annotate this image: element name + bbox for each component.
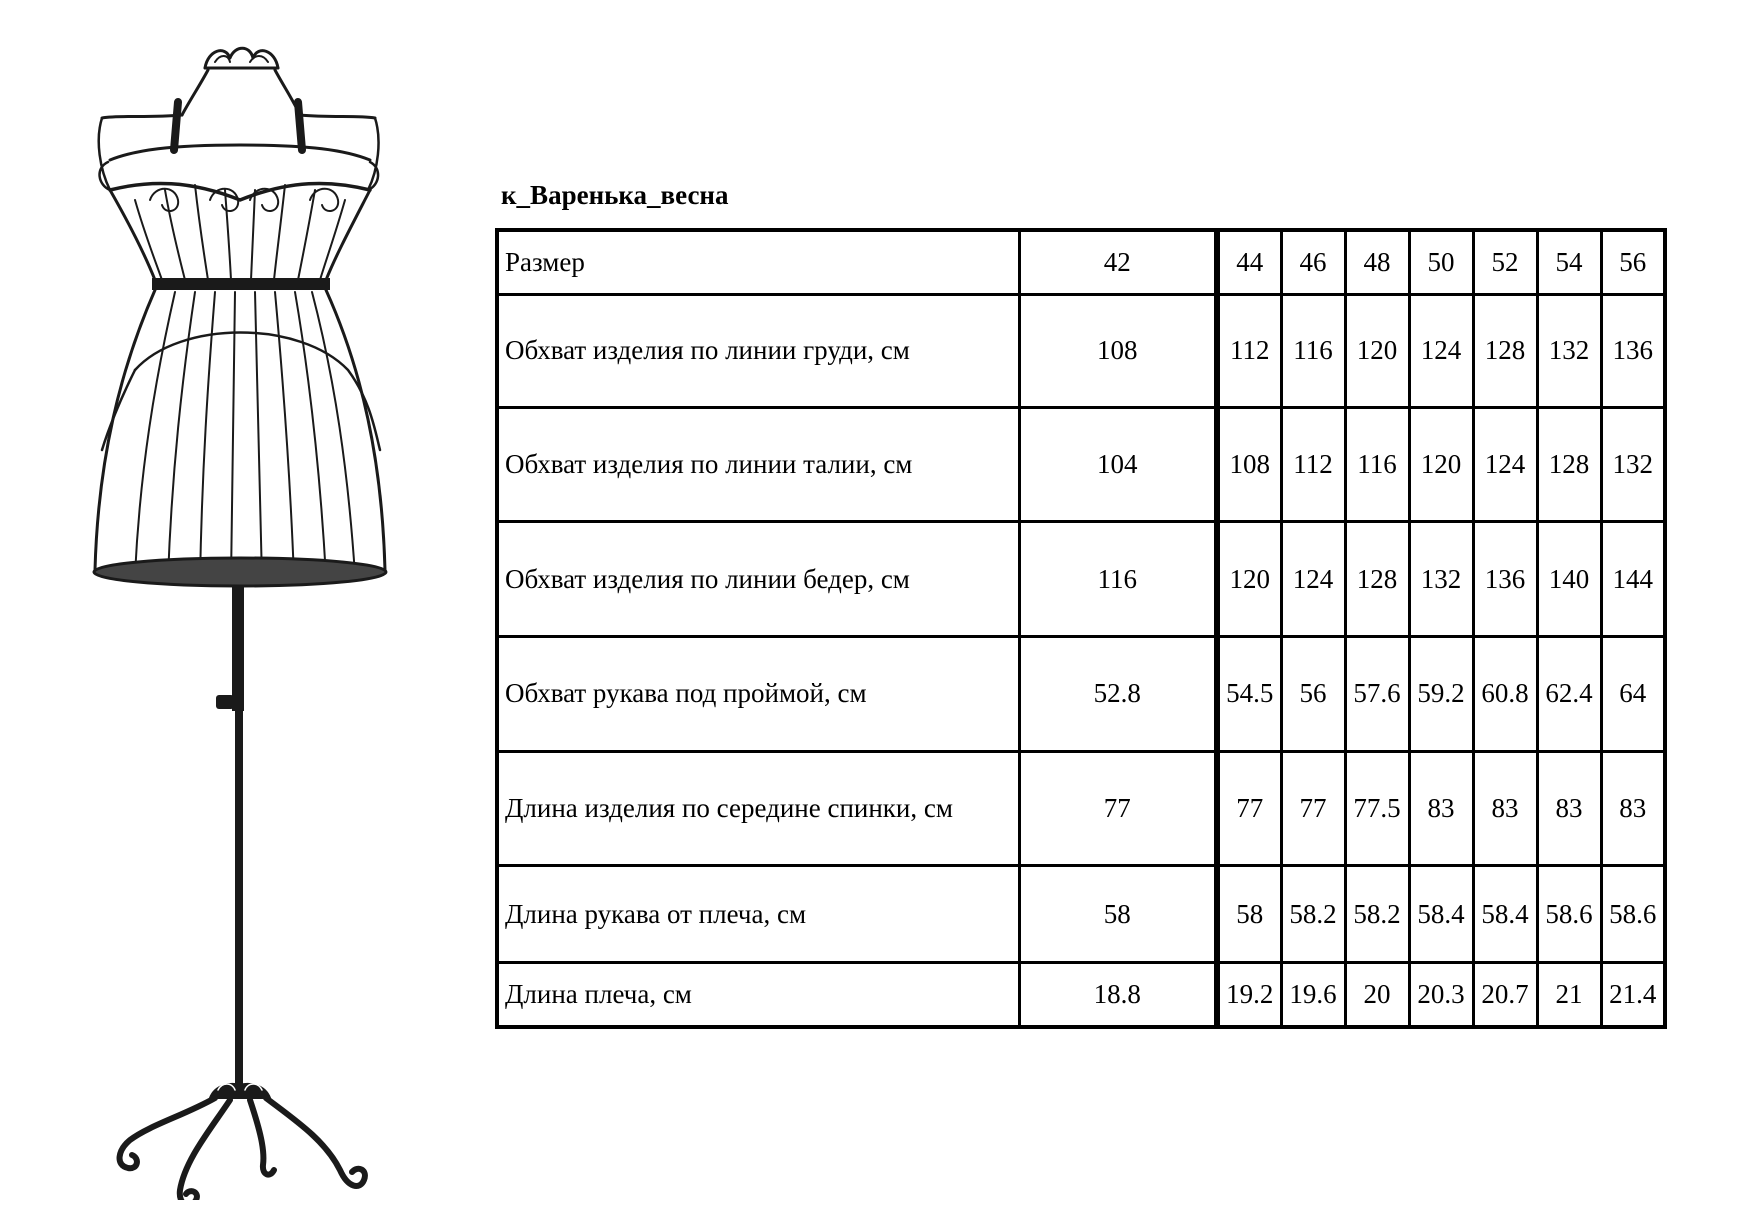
document-title: к_Варенька_весна bbox=[501, 180, 729, 210]
table-row bbox=[497, 407, 1665, 522]
measurement-cell: 21 bbox=[1537, 963, 1601, 1027]
size-header-cell: 42 bbox=[1019, 230, 1217, 294]
row-label: Длина изделия по середине спинки, см bbox=[497, 751, 1019, 866]
measurement-cell: 62.4 bbox=[1537, 637, 1601, 752]
measurement-cell: 120 bbox=[1345, 294, 1409, 407]
measurement-cell: 58.6 bbox=[1537, 866, 1601, 963]
measurement-cell: 108 bbox=[1019, 294, 1217, 407]
row-label: Длина рукава от плеча, см bbox=[497, 866, 1019, 963]
row-label: Обхват изделия по линии бедер, см bbox=[497, 522, 1019, 637]
table-header-row bbox=[497, 230, 1665, 294]
measurement-cell: 20.3 bbox=[1409, 963, 1473, 1027]
measurement-cell: 136 bbox=[1473, 522, 1537, 637]
measurement-cell: 58.4 bbox=[1409, 866, 1473, 963]
measurement-cell: 52.8 bbox=[1019, 637, 1217, 752]
measurement-cell: 128 bbox=[1537, 407, 1601, 522]
measurement-cell: 21.4 bbox=[1601, 963, 1665, 1027]
size-header-cell: 56 bbox=[1601, 230, 1665, 294]
size-header-cell: 44 bbox=[1217, 230, 1281, 294]
measurement-cell: 116 bbox=[1019, 522, 1217, 637]
measurement-cell: 77 bbox=[1281, 751, 1345, 866]
measurement-cell: 20 bbox=[1345, 963, 1409, 1027]
measurement-cell: 116 bbox=[1281, 294, 1345, 407]
measurement-cell: 77 bbox=[1217, 751, 1281, 866]
measurement-cell: 58.2 bbox=[1345, 866, 1409, 963]
measurement-cell: 54.5 bbox=[1217, 637, 1281, 752]
table-row bbox=[497, 522, 1665, 637]
size-header-cell: 46 bbox=[1281, 230, 1345, 294]
table-row bbox=[497, 751, 1665, 866]
size-header-cell: 54 bbox=[1537, 230, 1601, 294]
measurement-cell: 77 bbox=[1019, 751, 1217, 866]
measurement-cell: 57.6 bbox=[1345, 637, 1409, 752]
measurement-cell: 132 bbox=[1409, 522, 1473, 637]
size-header-cell: 48 bbox=[1345, 230, 1409, 294]
measurement-cell: 116 bbox=[1345, 407, 1409, 522]
measurement-cell: 132 bbox=[1537, 294, 1601, 407]
measurement-cell: 58.2 bbox=[1281, 866, 1345, 963]
measurement-cell: 83 bbox=[1537, 751, 1601, 866]
measurement-cell: 83 bbox=[1473, 751, 1537, 866]
measurement-cell: 104 bbox=[1019, 407, 1217, 522]
row-label: Обхват изделия по линии груди, см bbox=[497, 294, 1019, 407]
measurement-cell: 83 bbox=[1601, 751, 1665, 866]
measurement-cell: 144 bbox=[1601, 522, 1665, 637]
table-row bbox=[497, 637, 1665, 752]
measurement-cell: 77.5 bbox=[1345, 751, 1409, 866]
measurement-cell: 58 bbox=[1217, 866, 1281, 963]
table-row bbox=[497, 866, 1665, 963]
row-label: Обхват рукава под проймой, см bbox=[497, 637, 1019, 752]
measurement-cell: 59.2 bbox=[1409, 637, 1473, 752]
measurement-cell: 58.6 bbox=[1601, 866, 1665, 963]
measurement-cell: 120 bbox=[1409, 407, 1473, 522]
measurement-cell: 19.6 bbox=[1281, 963, 1345, 1027]
measurement-cell: 112 bbox=[1281, 407, 1345, 522]
measurement-cell: 124 bbox=[1409, 294, 1473, 407]
measurement-cell: 83 bbox=[1409, 751, 1473, 866]
table-row bbox=[497, 963, 1665, 1027]
dress-form-mannequin-icon bbox=[90, 40, 390, 1200]
measurement-cell: 18.8 bbox=[1019, 963, 1217, 1027]
size-header-cell: 52 bbox=[1473, 230, 1537, 294]
measurement-cell: 60.8 bbox=[1473, 637, 1537, 752]
size-chart-table bbox=[495, 228, 1667, 1029]
measurement-cell: 120 bbox=[1217, 522, 1281, 637]
measurement-cell: 19.2 bbox=[1217, 963, 1281, 1027]
measurement-cell: 64 bbox=[1601, 637, 1665, 752]
measurement-cell: 128 bbox=[1345, 522, 1409, 637]
measurement-cell: 140 bbox=[1537, 522, 1601, 637]
measurement-cell: 136 bbox=[1601, 294, 1665, 407]
measurement-cell: 56 bbox=[1281, 637, 1345, 752]
measurement-cell: 58 bbox=[1019, 866, 1217, 963]
row-label: Обхват изделия по линии талии, см bbox=[497, 407, 1019, 522]
measurement-cell: 112 bbox=[1217, 294, 1281, 407]
measurement-cell: 124 bbox=[1473, 407, 1537, 522]
measurement-cell: 124 bbox=[1281, 522, 1345, 637]
measurement-cell: 132 bbox=[1601, 407, 1665, 522]
measurement-cell: 20.7 bbox=[1473, 963, 1537, 1027]
row-label: Размер bbox=[497, 230, 1019, 294]
size-header-cell: 50 bbox=[1409, 230, 1473, 294]
measurement-cell: 128 bbox=[1473, 294, 1537, 407]
measurement-cell: 58.4 bbox=[1473, 866, 1537, 963]
table-row bbox=[497, 294, 1665, 407]
row-label: Длина плеча, см bbox=[497, 963, 1019, 1027]
measurement-cell: 108 bbox=[1217, 407, 1281, 522]
